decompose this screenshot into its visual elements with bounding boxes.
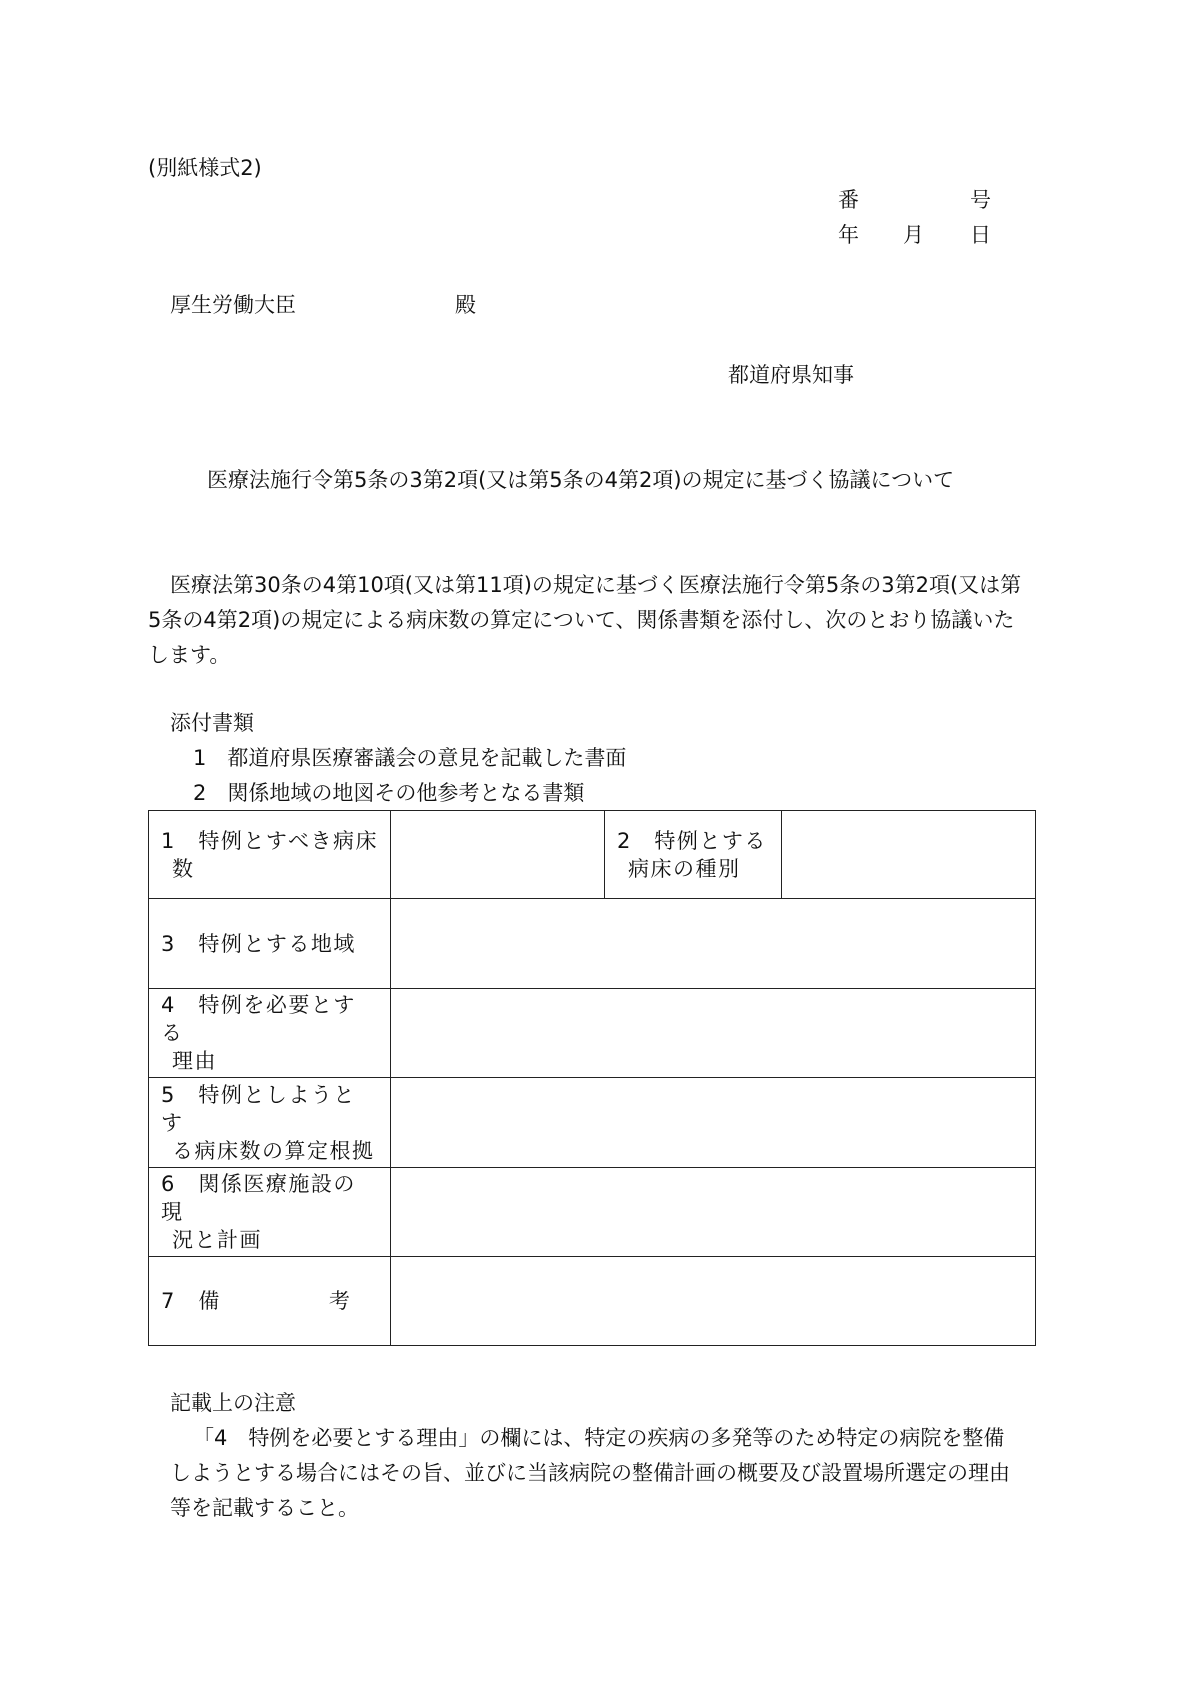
form-id: (別紙様式2)	[148, 156, 262, 180]
table-row	[149, 1078, 1036, 1168]
body-line-3: します。	[148, 643, 231, 667]
value-facility-status[interactable]	[391, 1168, 1036, 1257]
value-bed-type[interactable]	[782, 811, 1036, 899]
label-region: 3 特例とする地域	[149, 899, 391, 989]
label-facility-status: 6 関係医療施設の現 況と計画	[149, 1168, 391, 1257]
number-label-go: 号	[970, 188, 991, 212]
table-row	[149, 1257, 1036, 1346]
table-row	[149, 899, 1036, 989]
value-bed-count[interactable]	[391, 811, 605, 899]
addressee-name: 厚生労働大臣	[170, 293, 296, 317]
application-form-table	[148, 810, 1036, 1346]
notes-line-1: 「4 特例を必要とする理由」の欄には、特定の疾病の多発等のため特定の病院を整備	[193, 1426, 1005, 1450]
attachment-item-2: 2 関係地域の地図その他参考となる書類	[193, 781, 585, 805]
label-bed-type: 2 特例とする 病床の種別	[605, 811, 782, 899]
table-row	[149, 989, 1036, 1078]
notes-line-3: 等を記載すること。	[170, 1496, 359, 1520]
attachments-heading: 添付書類	[170, 711, 254, 735]
body-line-2: 5条の4第2項)の規定による病床数の算定について、関係書類を添付し、次のとおり協議いた	[148, 608, 1015, 632]
date-year-label: 年	[838, 223, 859, 247]
notes-heading: 記載上の注意	[170, 1391, 296, 1415]
date-month-label: 月	[903, 223, 924, 247]
table-row	[149, 811, 1036, 899]
notes-line-2: しようとする場合にはその旨、並びに当該病院の整備計画の概要及び設置場所選定の理由	[170, 1461, 1010, 1485]
label-reason: 4 特例を必要とする 理由	[149, 989, 391, 1078]
value-region[interactable]	[391, 899, 1036, 989]
number-label-ban: 番	[838, 188, 859, 212]
label-calculation-basis: 5 特例としようとす る病床数の算定根拠	[149, 1078, 391, 1168]
value-reason[interactable]	[391, 989, 1036, 1078]
document-title: 医療法施行令第5条の3第2項(又は第5条の4第2項)の規定に基づく協議について	[207, 468, 955, 492]
attachment-item-1: 1 都道府県医療審議会の意見を記載した書面	[193, 746, 627, 770]
date-day-label: 日	[970, 223, 991, 247]
label-bed-count: 1 特例とすべき病床 数	[149, 811, 391, 899]
value-calculation-basis[interactable]	[391, 1078, 1036, 1168]
table-row	[149, 1168, 1036, 1257]
sender-name: 都道府県知事	[728, 363, 854, 387]
body-line-1: 医療法第30条の4第10項(又は第11項)の規定に基づく医療法施行令第5条の3第2項(又は第	[170, 573, 1022, 597]
value-remarks[interactable]	[391, 1257, 1036, 1346]
addressee-honorific: 殿	[455, 293, 476, 317]
label-remarks: 7 備 考	[149, 1257, 391, 1346]
